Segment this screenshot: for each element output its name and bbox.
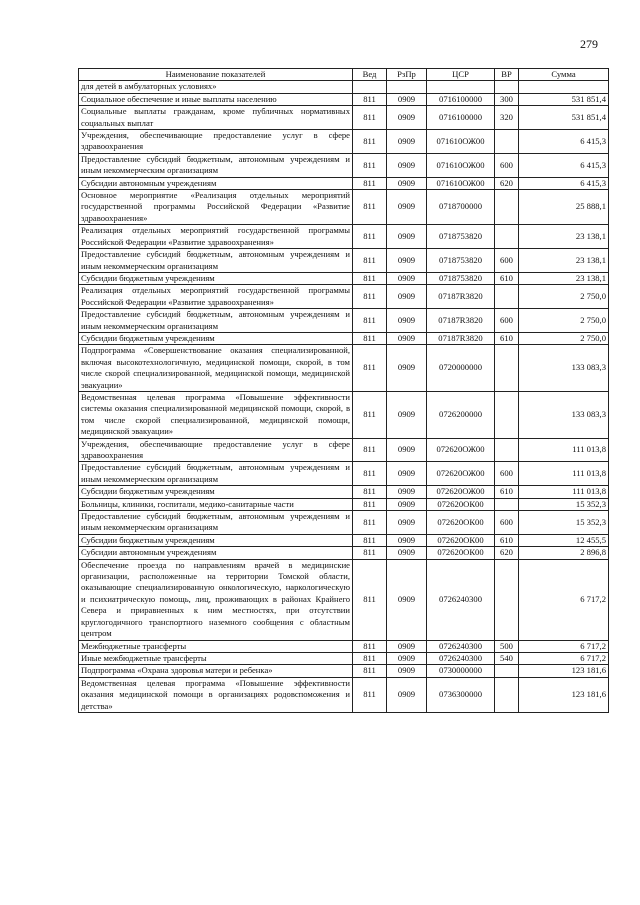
cell-name: Ведомственная целевая программа «Повышение эффективности оказания медицинской помощи в организациях родовспоможения и детства» xyxy=(79,677,353,712)
cell-csr: 0718700000 xyxy=(427,190,495,225)
cell-csr: 071610ОЖ00 xyxy=(427,130,495,154)
cell-name: Иные межбюджетные трансферты xyxy=(79,652,353,664)
cell-rzpr: 0909 xyxy=(387,438,427,462)
table-row xyxy=(79,486,609,498)
cell-vr: 300 xyxy=(495,93,519,105)
table-row xyxy=(79,177,609,189)
cell-rzpr: 0909 xyxy=(387,665,427,677)
cell-vr xyxy=(495,345,519,392)
cell-sum: 111 013,8 xyxy=(519,486,609,498)
cell-name: Подпрограмма «Совершенствование оказания специализированной, включая высокотехнологичную, медицинской помощи, скорой, в том числе скорой специализированной, медицинской помощи, медицинской эвакуации» xyxy=(79,345,353,392)
cell-vr xyxy=(495,559,519,640)
cell-csr: 072620ОЖ00 xyxy=(427,486,495,498)
cell-sum xyxy=(519,81,609,93)
cell-ved xyxy=(353,81,387,93)
table-row xyxy=(79,391,609,438)
cell-sum: 6 415,3 xyxy=(519,177,609,189)
cell-sum: 2 896,8 xyxy=(519,547,609,559)
cell-rzpr: 0909 xyxy=(387,511,427,535)
cell-ved: 811 xyxy=(353,652,387,664)
cell-csr: 0718753820 xyxy=(427,272,495,284)
cell-name: Предоставление субсидий бюджетным, автономным учреждениям и иным некоммерческим организациям xyxy=(79,309,353,333)
cell-name: Предоставление субсидий бюджетным, автономным учреждениям и иным некоммерческим организациям xyxy=(79,153,353,177)
cell-vr xyxy=(495,130,519,154)
cell-name: Обеспечение проезда по направлениям врачей в медицинские организации, расположенные на территории Томской области, оказывающие специализированную онкологическую, наркологическую и психиатрическую помощь, лиц, проживающих в районах Крайнего Севера и приравненных к ним местностях, при отсутствии круглогодичного транспортного наземного сообщения с областным центром xyxy=(79,559,353,640)
cell-sum: 133 083,3 xyxy=(519,345,609,392)
cell-vr xyxy=(495,677,519,712)
cell-ved: 811 xyxy=(353,640,387,652)
table-row xyxy=(79,640,609,652)
cell-rzpr: 0909 xyxy=(387,345,427,392)
table-row xyxy=(79,190,609,225)
cell-sum: 6 717,2 xyxy=(519,652,609,664)
cell-csr: 071610ОЖ00 xyxy=(427,177,495,189)
cell-vr xyxy=(495,665,519,677)
cell-vr: 600 xyxy=(495,462,519,486)
cell-sum: 23 138,1 xyxy=(519,225,609,249)
cell-ved: 811 xyxy=(353,106,387,130)
cell-rzpr: 0909 xyxy=(387,652,427,664)
cell-rzpr: 0909 xyxy=(387,130,427,154)
cell-name: Основное мероприятие «Реализация отдельных мероприятий государственной программы Российской Федерации «Развитие здравоохранения» xyxy=(79,190,353,225)
header-sum: Сумма xyxy=(519,69,609,81)
cell-sum: 15 352,3 xyxy=(519,511,609,535)
table-row xyxy=(79,498,609,510)
table-row xyxy=(79,534,609,546)
table-row xyxy=(79,332,609,344)
cell-csr: 0718753820 xyxy=(427,225,495,249)
header-name: Наименование показателей xyxy=(79,69,353,81)
cell-ved: 811 xyxy=(353,190,387,225)
table-row xyxy=(79,547,609,559)
cell-vr: 320 xyxy=(495,106,519,130)
table-row xyxy=(79,81,609,93)
header-vr: ВР xyxy=(495,69,519,81)
cell-ved: 811 xyxy=(353,345,387,392)
cell-name: Субсидии бюджетным учреждениям xyxy=(79,534,353,546)
table-row xyxy=(79,106,609,130)
cell-name: Подпрограмма «Охрана здоровья матери и ребенка» xyxy=(79,665,353,677)
cell-csr: 0726200000 xyxy=(427,391,495,438)
table-row xyxy=(79,665,609,677)
cell-csr: 072620ОЖ00 xyxy=(427,462,495,486)
cell-sum: 25 888,1 xyxy=(519,190,609,225)
cell-vr: 500 xyxy=(495,640,519,652)
cell-rzpr: 0909 xyxy=(387,498,427,510)
budget-table xyxy=(78,68,609,713)
cell-sum: 23 138,1 xyxy=(519,272,609,284)
cell-csr: 0716100000 xyxy=(427,106,495,130)
cell-vr: 600 xyxy=(495,249,519,273)
cell-vr: 620 xyxy=(495,177,519,189)
cell-ved: 811 xyxy=(353,391,387,438)
cell-name: Реализация отдельных мероприятий государственной программы Российской Федерации «Развитие здравоохранения» xyxy=(79,285,353,309)
table-body xyxy=(79,81,609,713)
cell-rzpr: 0909 xyxy=(387,272,427,284)
cell-name: Межбюджетные трансферты xyxy=(79,640,353,652)
cell-rzpr: 0909 xyxy=(387,559,427,640)
table-row xyxy=(79,225,609,249)
cell-vr xyxy=(495,225,519,249)
table-row xyxy=(79,462,609,486)
cell-vr: 610 xyxy=(495,486,519,498)
cell-vr xyxy=(495,285,519,309)
cell-csr: 0736300000 xyxy=(427,677,495,712)
table-row xyxy=(79,345,609,392)
cell-ved: 811 xyxy=(353,153,387,177)
cell-rzpr: 0909 xyxy=(387,309,427,333)
cell-name: Социальные выплаты гражданам, кроме публичных нормативных социальных выплат xyxy=(79,106,353,130)
cell-name: Социальное обеспечение и иные выплаты населению xyxy=(79,93,353,105)
table-row xyxy=(79,559,609,640)
header-rzpr: РзПр xyxy=(387,69,427,81)
cell-name: Учреждения, обеспечивающие предоставление услуг в сфере здравоохранения xyxy=(79,130,353,154)
cell-vr: 620 xyxy=(495,547,519,559)
cell-sum: 111 013,8 xyxy=(519,438,609,462)
cell-sum: 2 750,0 xyxy=(519,332,609,344)
cell-sum: 2 750,0 xyxy=(519,285,609,309)
cell-ved: 811 xyxy=(353,511,387,535)
cell-rzpr: 0909 xyxy=(387,225,427,249)
cell-ved: 811 xyxy=(353,177,387,189)
cell-ved: 811 xyxy=(353,665,387,677)
cell-name: Предоставление субсидий бюджетным, автономным учреждениям и иным некоммерческим организациям xyxy=(79,249,353,273)
table-row xyxy=(79,130,609,154)
cell-sum: 123 181,6 xyxy=(519,665,609,677)
cell-rzpr: 0909 xyxy=(387,486,427,498)
cell-sum: 12 455,5 xyxy=(519,534,609,546)
cell-rzpr: 0909 xyxy=(387,190,427,225)
cell-csr xyxy=(427,81,495,93)
table-row xyxy=(79,93,609,105)
cell-ved: 811 xyxy=(353,534,387,546)
cell-vr xyxy=(495,81,519,93)
cell-name: Больницы, клиники, госпитали, медико-санитарные части xyxy=(79,498,353,510)
cell-rzpr: 0909 xyxy=(387,93,427,105)
cell-sum: 6 415,3 xyxy=(519,130,609,154)
table-row xyxy=(79,309,609,333)
cell-rzpr: 0909 xyxy=(387,285,427,309)
table-header-row xyxy=(79,69,609,81)
cell-ved: 811 xyxy=(353,498,387,510)
cell-ved: 811 xyxy=(353,547,387,559)
cell-sum: 531 851,4 xyxy=(519,93,609,105)
cell-rzpr: 0909 xyxy=(387,534,427,546)
header-csr: ЦСР xyxy=(427,69,495,81)
cell-csr: 07187R3820 xyxy=(427,309,495,333)
cell-name: Учреждения, обеспечивающие предоставление услуг в сфере здравоохранения xyxy=(79,438,353,462)
page-number: 279 xyxy=(580,37,598,51)
cell-vr: 600 xyxy=(495,309,519,333)
cell-rzpr: 0909 xyxy=(387,177,427,189)
cell-vr: 610 xyxy=(495,534,519,546)
cell-ved: 811 xyxy=(353,559,387,640)
cell-sum: 6 717,2 xyxy=(519,559,609,640)
cell-csr: 0716100000 xyxy=(427,93,495,105)
cell-csr: 072620ОЖ00 xyxy=(427,438,495,462)
cell-csr: 072620ОК00 xyxy=(427,547,495,559)
cell-name: Субсидии бюджетным учреждениям xyxy=(79,486,353,498)
cell-rzpr: 0909 xyxy=(387,249,427,273)
table-row xyxy=(79,249,609,273)
cell-sum: 133 083,3 xyxy=(519,391,609,438)
cell-vr: 540 xyxy=(495,652,519,664)
cell-csr: 0726240300 xyxy=(427,652,495,664)
cell-csr: 072620ОК00 xyxy=(427,534,495,546)
cell-csr: 0720000000 xyxy=(427,345,495,392)
cell-sum: 15 352,3 xyxy=(519,498,609,510)
cell-ved: 811 xyxy=(353,486,387,498)
table-row xyxy=(79,272,609,284)
cell-vr xyxy=(495,190,519,225)
cell-name: Субсидии бюджетным учреждениям xyxy=(79,272,353,284)
cell-vr xyxy=(495,391,519,438)
table-row xyxy=(79,153,609,177)
cell-sum: 111 013,8 xyxy=(519,462,609,486)
cell-csr: 07187R3820 xyxy=(427,332,495,344)
cell-ved: 811 xyxy=(353,677,387,712)
cell-csr: 07187R3820 xyxy=(427,285,495,309)
cell-ved: 811 xyxy=(353,462,387,486)
cell-ved: 811 xyxy=(353,130,387,154)
header-ved: Вед xyxy=(353,69,387,81)
cell-name: Предоставление субсидий бюджетным, автономным учреждениям и иным некоммерческим организациям xyxy=(79,462,353,486)
cell-rzpr: 0909 xyxy=(387,332,427,344)
cell-ved: 811 xyxy=(353,332,387,344)
cell-csr: 072620ОК00 xyxy=(427,498,495,510)
cell-rzpr: 0909 xyxy=(387,391,427,438)
cell-csr: 072620ОК00 xyxy=(427,511,495,535)
cell-ved: 811 xyxy=(353,225,387,249)
cell-vr: 600 xyxy=(495,511,519,535)
cell-name: Ведомственная целевая программа «Повышение эффективности системы оказания специализированной медицинской помощи, скорой, в том числе скорой специализированной, медицинской помощи, медицинской эвакуации» xyxy=(79,391,353,438)
cell-name: Реализация отдельных мероприятий государственной программы Российской Федерации «Развитие здравоохранения» xyxy=(79,225,353,249)
cell-sum: 2 750,0 xyxy=(519,309,609,333)
cell-rzpr: 0909 xyxy=(387,677,427,712)
cell-rzpr xyxy=(387,81,427,93)
cell-ved: 811 xyxy=(353,272,387,284)
cell-csr: 0726240300 xyxy=(427,640,495,652)
cell-vr: 610 xyxy=(495,332,519,344)
cell-ved: 811 xyxy=(353,309,387,333)
table-row xyxy=(79,677,609,712)
cell-name: для детей в амбулаторных условиях» xyxy=(79,81,353,93)
cell-name: Субсидии бюджетным учреждениям xyxy=(79,332,353,344)
cell-ved: 811 xyxy=(353,249,387,273)
cell-rzpr: 0909 xyxy=(387,547,427,559)
cell-name: Предоставление субсидий бюджетным, автономным учреждениям и иным некоммерческим организациям xyxy=(79,511,353,535)
table-row xyxy=(79,511,609,535)
cell-vr xyxy=(495,438,519,462)
cell-sum: 23 138,1 xyxy=(519,249,609,273)
cell-csr: 0730000000 xyxy=(427,665,495,677)
cell-rzpr: 0909 xyxy=(387,153,427,177)
cell-csr: 0726240300 xyxy=(427,559,495,640)
cell-name: Субсидии автономным учреждениям xyxy=(79,547,353,559)
cell-rzpr: 0909 xyxy=(387,462,427,486)
cell-ved: 811 xyxy=(353,93,387,105)
cell-csr: 071610ОЖ00 xyxy=(427,153,495,177)
cell-vr: 600 xyxy=(495,153,519,177)
cell-sum: 123 181,6 xyxy=(519,677,609,712)
cell-ved: 811 xyxy=(353,438,387,462)
table-row xyxy=(79,438,609,462)
cell-vr: 610 xyxy=(495,272,519,284)
cell-sum: 531 851,4 xyxy=(519,106,609,130)
cell-name: Субсидии автономным учреждениям xyxy=(79,177,353,189)
table-row xyxy=(79,285,609,309)
cell-csr: 0718753820 xyxy=(427,249,495,273)
cell-rzpr: 0909 xyxy=(387,106,427,130)
cell-sum: 6 717,2 xyxy=(519,640,609,652)
cell-vr xyxy=(495,498,519,510)
cell-rzpr: 0909 xyxy=(387,640,427,652)
table-row xyxy=(79,652,609,664)
cell-sum: 6 415,3 xyxy=(519,153,609,177)
cell-ved: 811 xyxy=(353,285,387,309)
